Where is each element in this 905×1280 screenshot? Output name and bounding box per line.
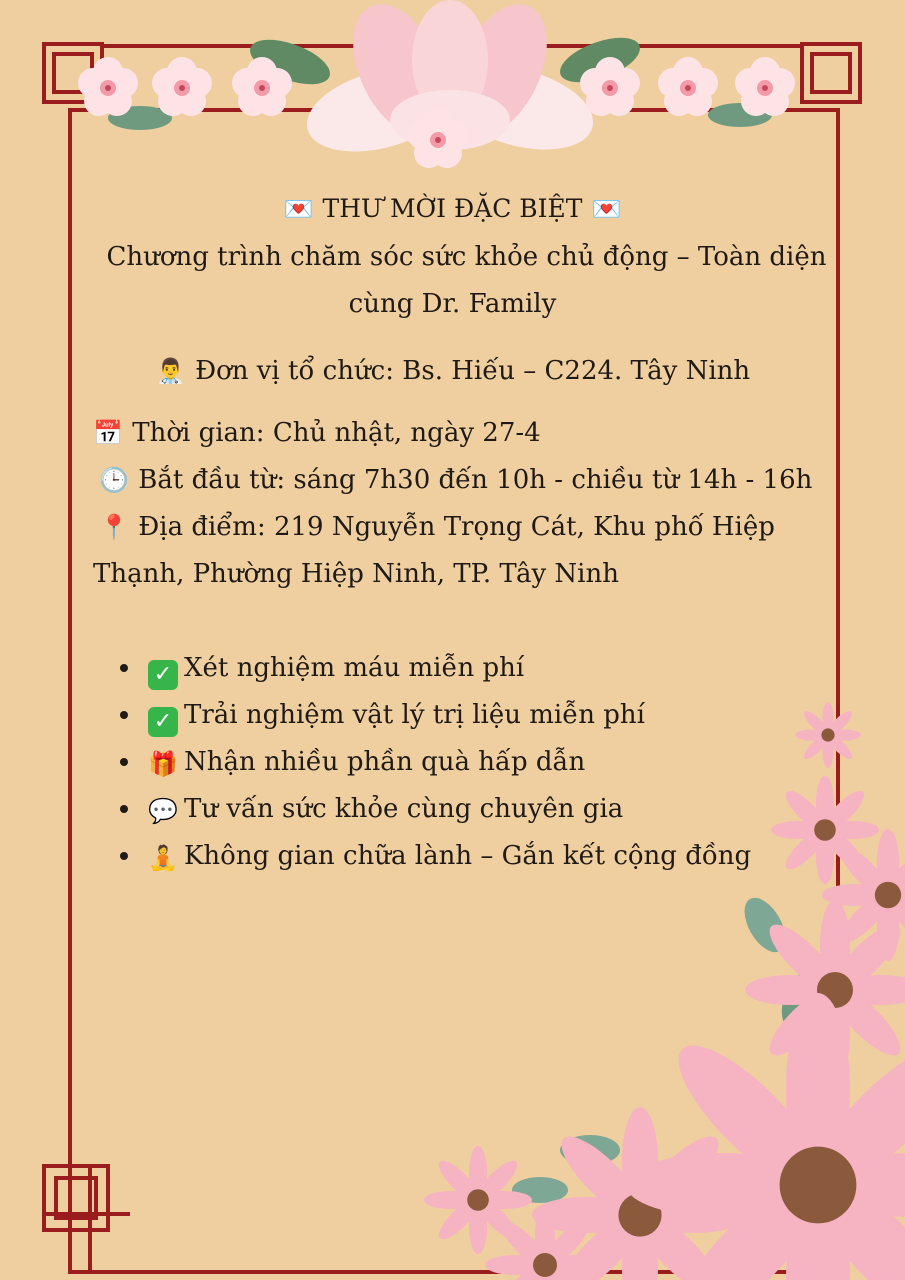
check-icon: ✓ [148,660,178,690]
doctor-icon: 👨‍⚕️ [155,357,186,385]
subtitle-line-1: Chương trình chăm sóc sức khỏe chủ động – Toàn diện [106,242,827,272]
bullet [120,805,128,813]
invitation-title [0,192,905,226]
check-icon: ✓ [148,707,178,737]
organizer-line [0,354,905,388]
meditation-icon: 🧘 [148,844,178,872]
list-item [118,836,751,883]
time-line [92,416,541,450]
benefit-text: Xét nghiệm máu miễn phí [184,653,525,683]
pin-icon: 📍 [99,513,129,541]
hours-text: Bắt đầu từ: sáng 7h30 đến 10h - chiều từ 14h - 16h [138,465,813,495]
clock-icon: 🕒 [99,466,129,494]
bullet [120,664,128,672]
benefit-text: Tư vấn sức khỏe cùng chuyên gia [184,794,624,824]
location-line-2: Thạnh, Phường Hiệp Ninh, TP. Tây Ninh [93,559,619,589]
list-item [118,789,751,836]
bullet [120,852,128,860]
bullet [120,758,128,766]
love-letter-icon: 💌 [591,195,622,223]
title-text: THƯ MỜI ĐẶC BIỆT [322,194,583,223]
calendar-icon: 📅 [93,419,123,447]
hours-line [98,463,812,497]
benefits-list [118,648,751,883]
speech-bubble-icon: 💬 [148,797,178,825]
benefit-text: Không gian chữa lành – Gắn kết cộng đồng [184,841,752,871]
love-letter-icon: 💌 [283,195,314,223]
list-item [118,648,751,695]
location-text-1: Địa điểm: 219 Nguyễn Trọng Cát, Khu phố Hiệp [138,512,775,542]
time-text: Thời gian: Chủ nhật, ngày 27-4 [132,418,541,448]
bullet [120,711,128,719]
list-item [118,695,751,742]
benefit-text: Trải nghiệm vật lý trị liệu miễn phí [184,700,645,730]
list-item [118,742,751,789]
subtitle-line-2: cùng Dr. Family [348,289,557,319]
location-line [98,510,775,544]
benefit-text: Nhận nhiều phần quà hấp dẫn [184,747,586,777]
gift-icon: 🎁 [148,750,178,778]
organizer-text: Đơn vị tổ chức: Bs. Hiếu – C224. Tây Ninh [195,356,751,386]
